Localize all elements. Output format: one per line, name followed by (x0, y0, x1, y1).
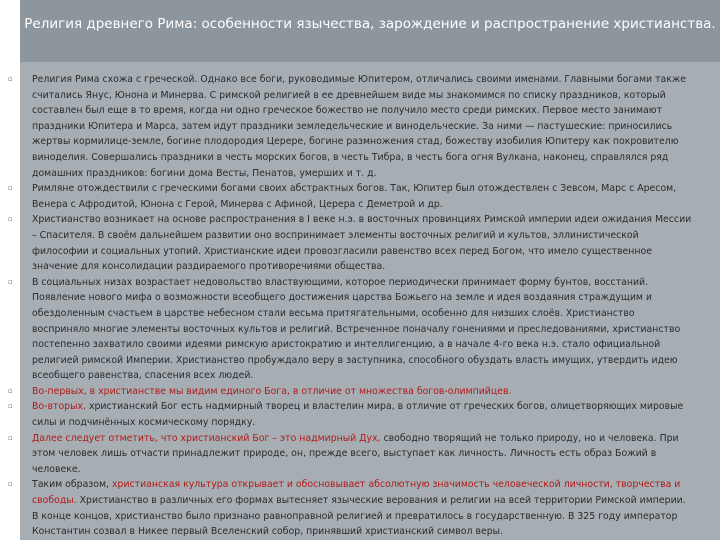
list-item (8, 275, 692, 384)
bullet-icon: ▫ (8, 402, 13, 411)
paragraph-text: Христианство в различных его формах вытесняет языческие верования и религии на всей территории Римской империи. В конце концов, христианство было признано равноправной религией и превратилось в государственную. В 325 году император Константин созвал в Никее первый Вселенский собор, принявший христианский символ веры. (32, 495, 686, 538)
list-item (8, 399, 692, 430)
list-item (8, 72, 692, 181)
bullet-icon: ▫ (8, 433, 13, 442)
slide-title: Религия древнего Рима: особенности язычества, зарождение и распространение христианства. (24, 16, 716, 32)
bullet-icon: ▫ (8, 184, 13, 193)
highlighted-text: христианская культура открывает и обосновывает абсолютную значимость человеческой личности, творчества и свободы. (32, 479, 681, 507)
paragraph-text: В социальных низах возрастает недовольство властвующими, которое периодически принимает форму бунтов, восстаний. Появление нового мифа о возможности всеобщего достижения царства Божьего на земле и идея воздаяния страждущим и обездоленным счастьем в царстве небесном стали весьма притягательными, особенно для низших слоёв. Христианство восприняло многие элементы восточных культов и религий. Встреченное поначалу гонениями и преследованиями, христианство постепенно захватило своими идеями римскую аристократию и интеллигенцию, а в начале 4-го века н.э. стало официальной религией римской Империи. Христианство пробуждало веру в заступника, способного обуздать власть имущих, утвердить идею всеобщего равенства, спасения всех людей. (32, 276, 681, 382)
bullet-list (8, 72, 692, 540)
list-item (8, 212, 692, 274)
paragraph-text: христианский Бог есть надмирный творец и властелин мира, в отличие от греческих богов, олицетворяющих мировые силы и подчинённых космическому порядку. (32, 401, 684, 429)
bullet-icon: ▫ (8, 215, 13, 224)
list-item (8, 431, 692, 478)
paragraph-text: Религия Рима схожа с греческой. Однако все боги, руководимые Юпитером, отличались своими именами. Главными богами также считались Янус, Юнона и Минерва. С римской религией в ее древнейшем виде мы знакомимся по списку праздников, который составлен был еще в то время, когда ни одно греческое божество не получило место среди римских. Первое место занимают праздники Юпитера и Марса, затем идут праздники земледельческие и винодельческие. За ними — пастушеские: приносились жертвы кормилице-земле, богине плодородия Церере, богине размножения стад, божеству изобилия Юпитеру как покровителю виноделия. Совершались праздники в честь морских богов, в честь Тибра, в честь бога огня Вулкана, наконец, справлялся ряд домашних праздников: богини дома Весты, Пенатов, умерших и т. д. (32, 74, 687, 179)
highlighted-text: Во-вторых, (32, 401, 86, 413)
list-item (8, 477, 692, 539)
bullet-icon: ▫ (8, 480, 13, 489)
paragraph-lead: Таким образом, (32, 479, 112, 491)
list-item (8, 181, 692, 212)
highlighted-text: Далее следует отметить, что христианский Бог – это надмирный Дух, (32, 432, 381, 444)
list-item (8, 384, 692, 400)
bullet-icon: ▫ (8, 277, 13, 286)
bullet-icon: ▫ (8, 386, 13, 395)
bullet-icon: ▫ (8, 75, 13, 83)
highlighted-text: Во-первых, в христианстве мы видим единого Бога, в отличие от множества богов-олимпийцев. (32, 385, 512, 397)
paragraph-text: свободно творящий не только природу, но и человека. При этом человек лишь отчасти принадлежит природе, он, прежде всего, выступает как личность. Личность есть образ Божий в человеке. (32, 432, 679, 475)
paragraph-text: Римляне отождествили с греческими богами своих абстрактных богов. Так, Юпитер был отождествлен с Зевсом, Марс с Аресом, Венера с Афродитой, Юнона с Герой, Минерва с Афиной, Церера с Деметрой и др. (32, 183, 677, 210)
paragraph-text: Христианство возникает на основе распространения в I веке н.э. в восточных провинциях Римской империи идеи ожидания Мессии – Спасителя. В своём дальнейшем развитии оно воспринимает элементы восточных религий и культов, эллинистической философии и социальных утопий. Христианские идеи провозгласили равенство всех перед Богом, что имело существенное значение для консолидации раздираемого противоречиями общества. (32, 214, 692, 273)
